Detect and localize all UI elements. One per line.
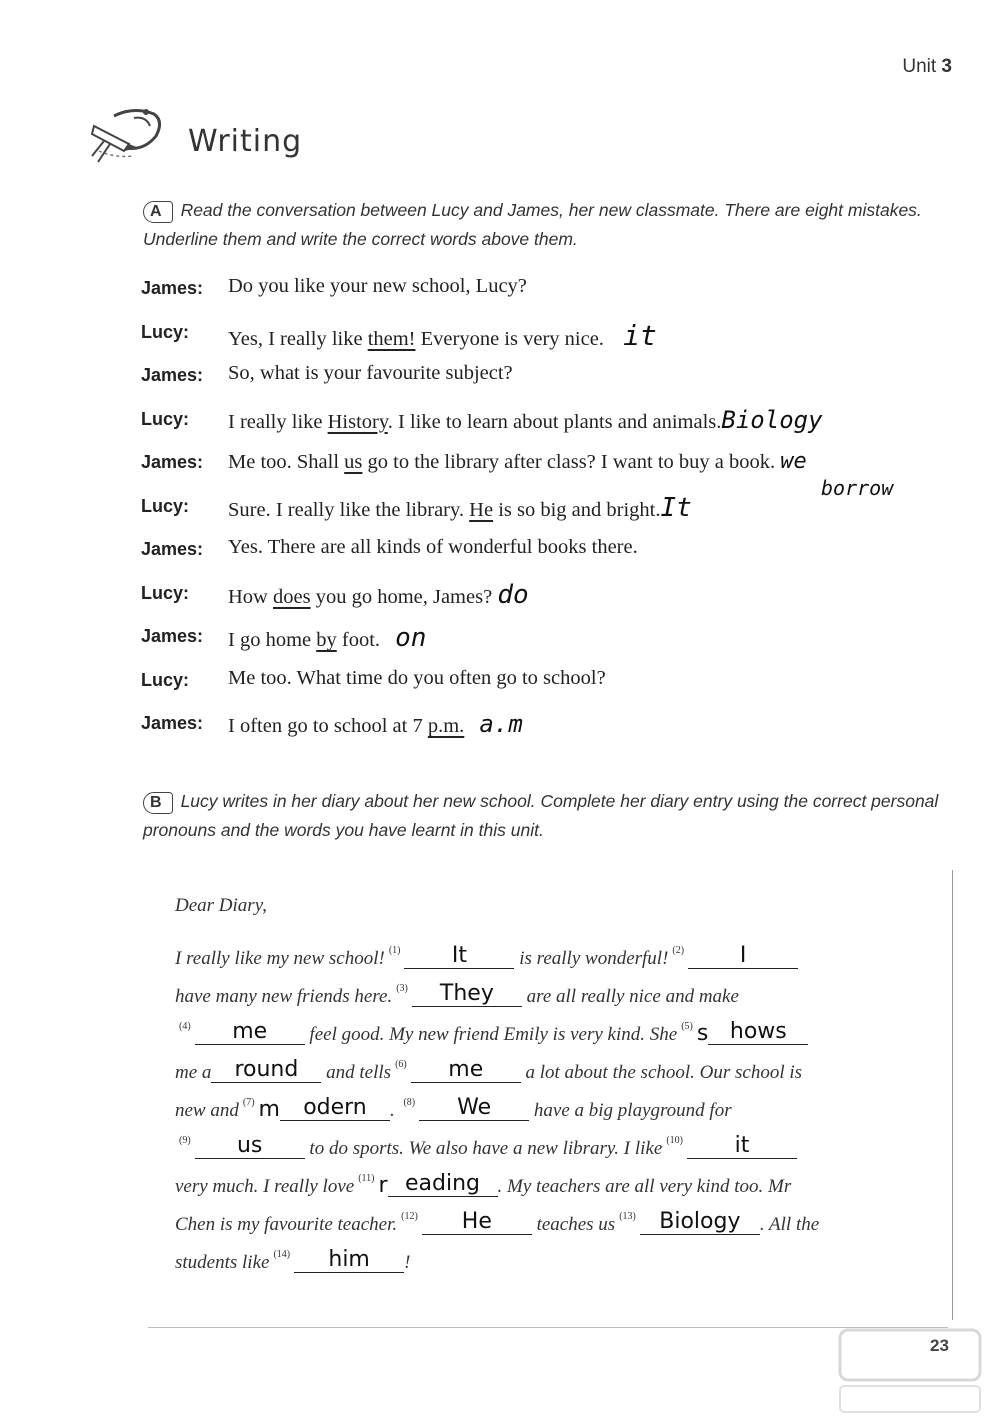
blank-number: (14) [273, 1249, 291, 1260]
speech-text: Sure. I really like the library. [228, 498, 470, 521]
speaker: James: [141, 365, 204, 385]
answer-blank[interactable] [211, 1057, 321, 1083]
answer-blank[interactable] [412, 981, 522, 1007]
handwritten-correction: we [780, 449, 807, 474]
diary-text: . All the [759, 1214, 820, 1235]
handwritten-correction: Biology [721, 405, 823, 434]
printed-prefix: s [696, 1021, 709, 1046]
answer-text: It [451, 943, 468, 968]
speaker: James: [141, 278, 204, 298]
watermark-logo-icon [830, 1320, 990, 1420]
blank-number: (3) [396, 983, 408, 994]
blank-number: (11) [358, 1173, 375, 1184]
answer-blank[interactable] [388, 1171, 498, 1197]
task-a-badge: A [143, 201, 173, 223]
speech-text: . I like to learn about plants and animals. [387, 410, 722, 433]
diary-line [175, 1211, 935, 1249]
dialogue-line [141, 316, 961, 360]
handwritten-correction: do [497, 579, 529, 610]
task-b-badge: B [143, 792, 173, 814]
answer-blank[interactable] [640, 1209, 760, 1235]
answer-text: Biology [659, 1209, 741, 1234]
speech-text: I often go to school at 7 [228, 715, 428, 737]
speech [228, 493, 692, 523]
speaker: James: [141, 713, 204, 733]
diary-text: me a [175, 1062, 212, 1083]
underlined-mistake: them! [367, 327, 416, 350]
speech [228, 623, 426, 653]
diary-line [175, 1059, 935, 1097]
answer-text: it [734, 1133, 750, 1158]
underlined-mistake: History [327, 410, 388, 433]
speech-text: you go home, James? [310, 585, 493, 608]
blank-number: (13) [619, 1211, 636, 1222]
diary-line [175, 945, 935, 983]
speech-text: Do you like your new school, Lucy? [228, 275, 527, 297]
diary-text: teaches us [536, 1214, 616, 1235]
answer-text: round [234, 1057, 299, 1082]
answer-blank[interactable] [195, 1019, 305, 1045]
speech-text: I go home [228, 629, 317, 651]
dialogue-line [141, 533, 961, 577]
dialogue-line [141, 446, 961, 500]
answer-text: I [739, 943, 747, 968]
blank-number: (9) [179, 1135, 191, 1146]
answer-blank[interactable] [280, 1095, 390, 1121]
speaker: Lucy: [141, 408, 190, 429]
diary-text: have a big playground for [533, 1100, 732, 1121]
speaker: Lucy: [141, 495, 190, 516]
handwritten-correction: on [395, 623, 427, 653]
blank-number: (4) [179, 1021, 191, 1032]
handwritten-correction: it [623, 318, 657, 352]
speech [228, 319, 657, 352]
diary-text: a lot about the school. Our school is [525, 1062, 803, 1083]
answer-blank[interactable] [419, 1095, 529, 1121]
speech-text: foot. [336, 629, 381, 651]
underlined-mistake: p.m. [427, 715, 465, 737]
dialogue-line [141, 707, 961, 751]
task-b-text: Lucy writes in her diary about her new school. Complete her diary entry using the correct personal pronouns and the words you have learnt in this unit. [143, 791, 939, 840]
answer-text: him [328, 1247, 370, 1272]
dialogue [141, 272, 961, 751]
diary-text: students like [175, 1252, 270, 1273]
task-a-text: Read the conversation between Lucy and James, her new classmate. There are eight mistakes. Underline them and write the correct words above them. [143, 200, 922, 249]
section-title: Writing [188, 124, 303, 159]
blank-number: (10) [666, 1135, 683, 1146]
speaker: James: [141, 626, 204, 646]
diary-text: to do sports. We also have a new library. I like [309, 1138, 663, 1159]
unit-header [902, 56, 952, 78]
diary-text: very much. I really love [175, 1176, 355, 1197]
blank-number: (6) [395, 1059, 407, 1070]
dialogue-line [141, 490, 961, 534]
diary-text: new and [175, 1100, 239, 1121]
unit-number: 3 [941, 56, 952, 77]
speech [228, 536, 638, 559]
underlined-mistake: does [272, 585, 311, 608]
answer-text: eading [405, 1171, 481, 1196]
speaker: James: [141, 452, 204, 472]
answer-blank[interactable] [687, 1133, 797, 1159]
blank-number: (2) [672, 945, 685, 956]
answer-blank[interactable] [294, 1247, 404, 1273]
writing-hand-icon [84, 96, 184, 176]
dialogue-line [141, 664, 961, 708]
underlined-mistake: by [316, 629, 337, 651]
dialogue-line [141, 272, 961, 316]
footer-rule [148, 1327, 948, 1328]
diary-text: feel good. My new friend Emily is very kind. She [309, 1024, 678, 1045]
dialogue-line [141, 577, 961, 621]
underlined-mistake: us [344, 451, 363, 473]
diary-line [175, 1021, 935, 1059]
speech-text: How [228, 585, 273, 608]
handwritten-correction-borrow: borrow [821, 476, 894, 500]
speech [228, 406, 823, 434]
diary-text: is really wonderful! [519, 948, 669, 969]
answer-blank[interactable] [411, 1057, 521, 1083]
answer-blank[interactable] [688, 943, 798, 969]
answer-text: me [448, 1057, 484, 1082]
speech [228, 449, 807, 474]
blank-number: (7) [242, 1097, 255, 1108]
blank-number: (12) [401, 1211, 418, 1222]
answer-text: He [461, 1209, 492, 1234]
diary-text: have many new friends here. [175, 986, 393, 1007]
handwritten-correction: It [660, 492, 692, 523]
speaker: Lucy: [141, 321, 190, 342]
diary-entry [175, 895, 935, 1287]
diary-line [175, 983, 935, 1021]
speaker: Lucy: [141, 669, 190, 690]
page-number: 23 [930, 1336, 949, 1355]
answer-blank[interactable] [195, 1133, 305, 1159]
speech [228, 362, 513, 385]
printed-prefix: r [378, 1173, 388, 1198]
diary-text: I really like my new school! [175, 948, 385, 969]
speech-text: go to the library after class? I want to buy a book. [362, 451, 776, 473]
speech-text: So, what is your favourite subject? [228, 362, 513, 384]
diary-text: and tells [326, 1062, 392, 1083]
answer-text: hows [729, 1019, 787, 1044]
speech [228, 667, 606, 690]
dialogue-line [141, 403, 961, 447]
answer-text: us [236, 1133, 263, 1158]
answer-text: We [457, 1095, 492, 1120]
diary-line [175, 1173, 935, 1211]
diary-text: Chen is my favourite teacher. [175, 1214, 398, 1235]
speech-text: is so big and bright. [493, 498, 661, 521]
dialogue-line [141, 359, 961, 403]
section-heading [84, 96, 344, 176]
speech-text: I really like [228, 410, 328, 433]
unit-label: Unit [902, 56, 937, 77]
speech-text: Everyone is very nice. [415, 327, 604, 350]
answer-text: me [232, 1019, 268, 1044]
diary-text: . My teachers are all very kind too. Mr [497, 1176, 792, 1197]
task-a-instruction [143, 196, 943, 254]
speech-text: Yes, I really like [228, 327, 368, 350]
margin-rule [952, 870, 953, 1320]
printed-prefix: m [258, 1097, 280, 1122]
blank-number: (1) [388, 945, 401, 956]
blank-number: (5) [681, 1021, 693, 1032]
task-b-instruction [143, 787, 943, 845]
diary-greeting: Dear Diary, [175, 895, 267, 916]
diary-text: are all really nice and make [526, 986, 739, 1007]
speech [228, 580, 529, 610]
underlined-mistake: He [469, 498, 494, 521]
speech-text: Me too. What time do you often go to school? [228, 666, 606, 689]
dialogue-line [141, 620, 961, 664]
diary-line: new and $^{(7)}$ m odern . $^{(8)}$ We have a big playground for [175, 1095, 732, 1122]
speaker: James: [141, 539, 204, 559]
speaker: Lucy: [141, 582, 190, 603]
speech-text: Yes. There are all kinds of wonderful books there. [228, 536, 638, 558]
answer-blank[interactable] [708, 1019, 808, 1045]
answer-blank[interactable] [404, 943, 514, 969]
speech [228, 710, 523, 738]
speech [228, 275, 527, 298]
answer-text: odern [303, 1095, 367, 1120]
answer-text: They [439, 981, 494, 1006]
speech-text: Me too. Shall [228, 451, 345, 473]
diary-text: ! [404, 1252, 411, 1273]
answer-blank[interactable] [422, 1209, 532, 1235]
handwritten-correction: a.m [479, 710, 523, 738]
blank-number: (8) [403, 1097, 416, 1108]
diary-line [175, 1249, 935, 1287]
diary-line [175, 1135, 935, 1173]
